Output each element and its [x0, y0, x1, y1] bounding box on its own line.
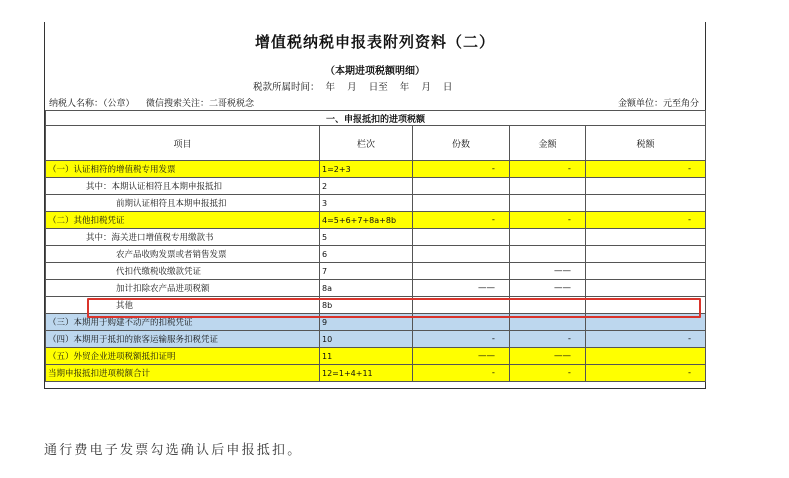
row-label: （三）本期用于购建不动产的扣税凭证 [46, 314, 320, 331]
row-code: 10 [320, 331, 413, 348]
header-row [46, 126, 706, 161]
row-tax: - [586, 212, 706, 229]
row-count [413, 229, 510, 246]
row-count: - [413, 161, 510, 178]
row-code: 3 [320, 195, 413, 212]
table-row [46, 263, 706, 280]
row-label: （四）本期用于抵扣的旅客运输服务扣税凭证 [46, 331, 320, 348]
table-row [46, 280, 706, 297]
row-code: 8b [320, 297, 413, 314]
row-count [413, 178, 510, 195]
row-label: （二）其他扣税凭证 [46, 212, 320, 229]
row-tax: - [586, 365, 706, 382]
row-amount [510, 178, 586, 195]
header-amount: 金额 [510, 126, 586, 161]
row-label: 代扣代缴税收缴款凭证 [46, 263, 320, 280]
row-code: 4=5+6+7+8a+8b [320, 212, 413, 229]
row-amount [510, 246, 586, 263]
table-row [46, 195, 706, 212]
row-amount: - [510, 331, 586, 348]
form-title: 增值税纳税申报表附列资料（二） [254, 33, 495, 51]
table-row [46, 229, 706, 246]
header-item: 项目 [46, 126, 320, 161]
row-amount: —— [510, 263, 586, 280]
row-code: 9 [320, 314, 413, 331]
row-label: （五）外贸企业进项税额抵扣证明 [46, 348, 320, 365]
row-count [413, 246, 510, 263]
row-amount: - [510, 212, 586, 229]
row-count [413, 263, 510, 280]
row-code: 2 [320, 178, 413, 195]
row-amount: - [510, 365, 586, 382]
row-tax [586, 178, 706, 195]
row-label: 其中：本期认证相符且本期申报抵扣 [46, 178, 320, 195]
header-count: 份数 [413, 126, 510, 161]
table-row [46, 365, 706, 382]
row-count: —— [413, 280, 510, 297]
row-code: 7 [320, 263, 413, 280]
input-tax-table [45, 110, 706, 382]
header-tax: 税额 [586, 126, 706, 161]
row-count: —— [413, 348, 510, 365]
row-tax [586, 229, 706, 246]
row-count: - [413, 365, 510, 382]
caption-text: 通行费电子发票勾选确认后申报抵扣。 [44, 443, 303, 458]
highlight-box [87, 298, 701, 318]
row-tax [586, 348, 706, 365]
form-subtitle: （本期进项税额明细） [325, 66, 425, 77]
row-amount: —— [510, 280, 586, 297]
row-amount [510, 195, 586, 212]
table-row [46, 178, 706, 195]
row-code: 11 [320, 348, 413, 365]
row-count: - [413, 331, 510, 348]
header-code: 栏次 [320, 126, 413, 161]
row-amount [510, 229, 586, 246]
section-row [46, 111, 706, 126]
row-amount: - [510, 161, 586, 178]
row-label: 前期认证相符且本期申报抵扣 [46, 195, 320, 212]
table-row [46, 161, 706, 178]
row-label: （一）认证相符的增值税专用发票 [46, 161, 320, 178]
row-label: 其中：海关进口增值税专用缴款书 [46, 229, 320, 246]
table-row [46, 331, 706, 348]
row-count: - [413, 212, 510, 229]
row-tax: - [586, 161, 706, 178]
row-amount: —— [510, 348, 586, 365]
row-tax [586, 280, 706, 297]
row-tax [586, 195, 706, 212]
table-row [46, 212, 706, 229]
section-title: 一、申报抵扣的进项税额 [46, 111, 706, 126]
tax-form-sheet [44, 22, 706, 389]
table-row [46, 348, 706, 365]
row-code: 5 [320, 229, 413, 246]
row-tax [586, 263, 706, 280]
taxpayer-name: 纳税人名称：（公章） 微信搜索关注：二哥税税念 [49, 99, 254, 109]
row-code: 8a [320, 280, 413, 297]
row-count [413, 195, 510, 212]
row-code: 6 [320, 246, 413, 263]
row-code: 1=2+3 [320, 161, 413, 178]
row-tax [586, 246, 706, 263]
row-label: 当期申报抵扣进项税额合计 [46, 365, 320, 382]
table-row [46, 246, 706, 263]
row-label: 农产品收购发票或者销售发票 [46, 246, 320, 263]
row-code: 12=1+4+11 [320, 365, 413, 382]
row-label: 加计扣除农产品进项税额 [46, 280, 320, 297]
row-tax: - [586, 331, 706, 348]
amount-unit: 金额单位：元至角分 [617, 99, 699, 109]
tax-period: 税款所属时间： 年 月 日至 年 月 日 [253, 82, 453, 93]
row-label: 其他 [46, 297, 320, 314]
